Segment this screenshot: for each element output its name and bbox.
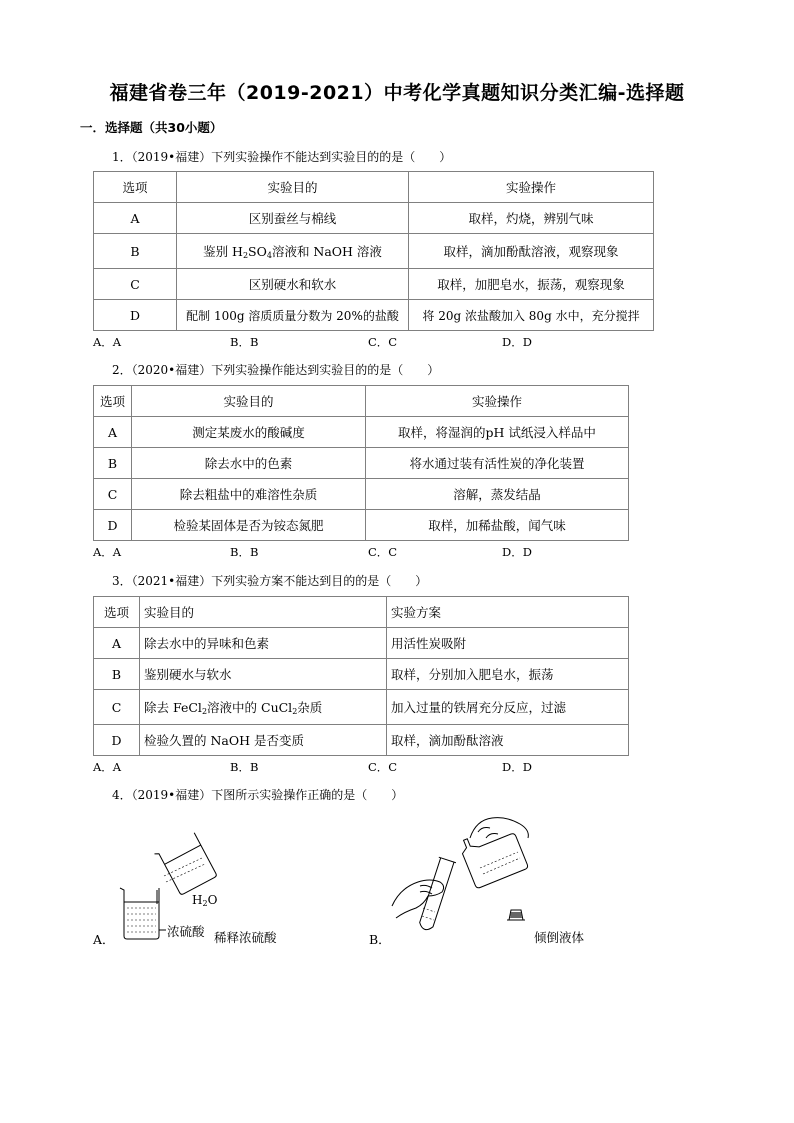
question-4-stem: 4．（2019•福建）下图所示实验操作正确的是（ ） bbox=[112, 788, 404, 802]
table-header-row bbox=[94, 386, 629, 417]
question-3-stem: 3．（2021•福建）下列实验方案不能达到目的的是（ ） bbox=[112, 574, 428, 588]
page-title: 福建省卷三年（2019-2021）中考化学真题知识分类汇编-选择题 bbox=[109, 82, 685, 104]
table-header-row bbox=[94, 597, 629, 628]
row-option: C bbox=[94, 690, 140, 725]
header-operation: 实验操作 bbox=[366, 386, 629, 417]
choice-c[interactable]: C．C bbox=[368, 545, 398, 559]
table-row bbox=[94, 659, 629, 690]
row-option: A bbox=[94, 417, 132, 448]
table-header-row bbox=[94, 172, 654, 203]
row-goal: 区别蚕丝与棉线 bbox=[177, 203, 409, 234]
liquid-hatch bbox=[127, 908, 156, 932]
header-goal: 实验目的 bbox=[132, 386, 366, 417]
upper-hand-icon bbox=[470, 818, 528, 838]
choice-b[interactable]: B．B bbox=[230, 545, 259, 559]
row-operation: 将 20g 浓盐酸加入 80g 水中，充分搅拌 bbox=[409, 300, 654, 331]
row-operation: 取样，灼烧，辨别气味 bbox=[409, 203, 654, 234]
question-3-table bbox=[93, 596, 629, 756]
row-option: A bbox=[94, 203, 177, 234]
question-1-table bbox=[93, 171, 654, 331]
choice-d[interactable]: D．D bbox=[502, 335, 532, 349]
table-row bbox=[94, 628, 629, 659]
row-option: C bbox=[94, 269, 177, 300]
row-operation: 用活性炭吸附 bbox=[387, 628, 629, 659]
choice-c[interactable]: C．C bbox=[368, 760, 398, 774]
row-goal: 鉴别 $H_2SO_4$溶液和 NaOH 溶液 bbox=[177, 234, 409, 269]
header-option: 选项 bbox=[94, 172, 177, 203]
liquid-hatch bbox=[480, 852, 520, 874]
row-option: A bbox=[94, 628, 140, 659]
row-goal: 除去粗盐中的难溶性杂质 bbox=[132, 479, 366, 510]
row-goal: 除去水中的异味和色素 bbox=[140, 628, 387, 659]
table-row bbox=[94, 479, 629, 510]
header-operation: 实验操作 bbox=[409, 172, 654, 203]
reagent-bottle-icon bbox=[458, 822, 529, 889]
row-operation: 取样，滴加酚酞溶液 bbox=[387, 725, 629, 756]
pour-liquid-figure bbox=[390, 808, 540, 943]
row-operation: 取样，滴加酚酞溶液，观察现象 bbox=[409, 234, 654, 269]
table-row bbox=[94, 300, 654, 331]
row-operation: 将水通过装有活性炭的净化装置 bbox=[366, 448, 629, 479]
row-option: B bbox=[94, 448, 132, 479]
table-row bbox=[94, 725, 629, 756]
option-b-caption: 倾倒液体 bbox=[534, 930, 585, 945]
row-option: D bbox=[94, 300, 177, 331]
option-a-label[interactable]: A． bbox=[93, 932, 115, 947]
row-goal: 配制 100g 溶质质量分数为 20%的盐酸 bbox=[177, 300, 409, 331]
question-1-stem: 1．（2019•福建）下列实验操作不能达到实验目的的是（ ） bbox=[112, 150, 452, 164]
row-goal: 检验久置的 NaOH 是否变质 bbox=[140, 725, 387, 756]
header-operation: 实验方案 bbox=[387, 597, 629, 628]
row-goal: 除去 FeCl$_2$溶液中的 CuCl$_2$杂质 bbox=[140, 690, 387, 725]
choice-d[interactable]: D．D bbox=[502, 760, 532, 774]
choice-b[interactable]: B．B bbox=[230, 760, 259, 774]
choice-b[interactable]: B．B bbox=[230, 335, 259, 349]
row-operation: 取样，加稀盐酸，闻气味 bbox=[366, 510, 629, 541]
row-goal: 测定某废水的酸碱度 bbox=[132, 417, 366, 448]
row-goal: 鉴别硬水与软水 bbox=[140, 659, 387, 690]
header-goal: 实验目的 bbox=[177, 172, 409, 203]
section-heading: 一．选择题（共30小题） bbox=[80, 120, 223, 135]
header-option: 选项 bbox=[94, 597, 140, 628]
row-operation: 取样，加肥皂水，振荡，观察现象 bbox=[409, 269, 654, 300]
choice-a[interactable]: A．A bbox=[93, 335, 122, 349]
table-row bbox=[94, 417, 629, 448]
lower-hand-icon bbox=[392, 880, 444, 918]
question-2-stem: 2．（2020•福建）下列实验操作能达到实验目的的是（ ） bbox=[112, 363, 440, 377]
acid-label: 浓硫酸 bbox=[167, 924, 205, 939]
row-operation: 取样，将湿润的pH 试纸浸入样品中 bbox=[366, 417, 629, 448]
question-2-table bbox=[93, 385, 629, 541]
row-option: D bbox=[94, 725, 140, 756]
table-row bbox=[94, 510, 629, 541]
option-b-label[interactable]: B． bbox=[369, 932, 391, 947]
table-row bbox=[94, 269, 654, 300]
header-goal: 实验目的 bbox=[140, 597, 387, 628]
row-goal: 检验某固体是否为铵态氮肥 bbox=[132, 510, 366, 541]
row-option: C bbox=[94, 479, 132, 510]
table-row bbox=[94, 448, 629, 479]
table-row bbox=[94, 203, 654, 234]
pouring-beaker-icon bbox=[154, 833, 217, 897]
choice-a[interactable]: A．A bbox=[93, 545, 122, 559]
beaker-icon bbox=[120, 888, 159, 939]
option-a-caption: 稀释浓硫酸 bbox=[214, 930, 277, 945]
row-operation: 溶解，蒸发结晶 bbox=[366, 479, 629, 510]
choice-c[interactable]: C．C bbox=[368, 335, 398, 349]
row-operation: 取样，分别加入肥皂水，振荡 bbox=[387, 659, 629, 690]
row-option: D bbox=[94, 510, 132, 541]
table-row bbox=[94, 234, 654, 269]
water-formula: $H_2O$ bbox=[192, 893, 218, 908]
row-option: B bbox=[94, 659, 140, 690]
row-goal: 区别硬水和软水 bbox=[177, 269, 409, 300]
header-option: 选项 bbox=[94, 386, 132, 417]
row-goal: 除去水中的色素 bbox=[132, 448, 366, 479]
table-row bbox=[94, 690, 629, 725]
choice-d[interactable]: D．D bbox=[502, 545, 532, 559]
choice-a[interactable]: A．A bbox=[93, 760, 122, 774]
row-option: B bbox=[94, 234, 177, 269]
row-operation: 加入过量的铁屑充分反应，过滤 bbox=[387, 690, 629, 725]
